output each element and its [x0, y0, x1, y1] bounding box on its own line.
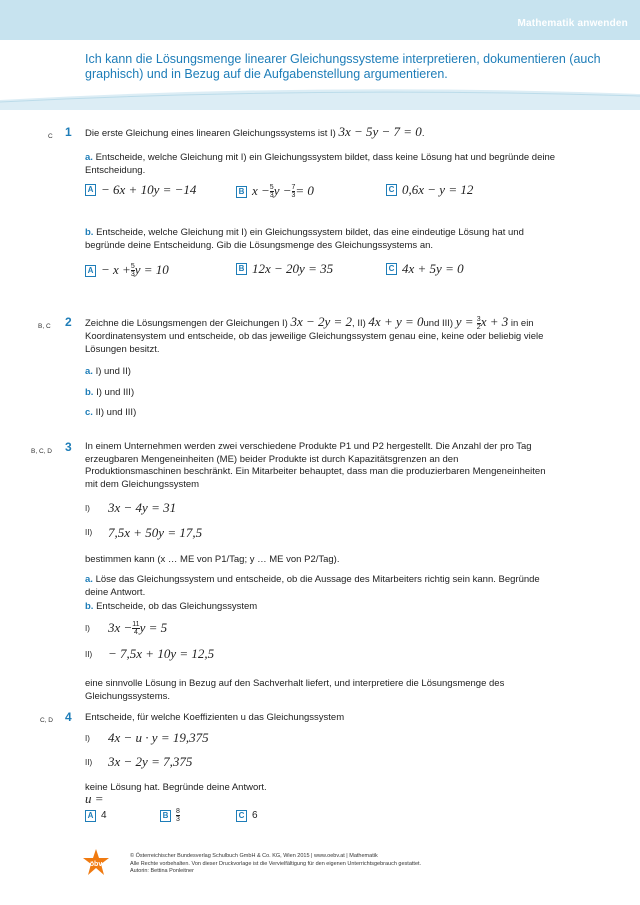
- option-A[interactable]: A 4: [85, 810, 107, 823]
- subtask-b: b. Entscheide, ob das Gleichungssystem: [85, 601, 258, 612]
- option-b-B[interactable]: B 12x − 20y = 35: [236, 263, 333, 276]
- checkbox-B[interactable]: B: [236, 263, 247, 275]
- equation: 4x − u · y = 19,375: [108, 730, 209, 745]
- option-B[interactable]: B $\frac{8}{3}$: [160, 808, 180, 823]
- task-number: 1: [65, 125, 72, 139]
- footer: [130, 853, 590, 876]
- checkbox-A[interactable]: A: [85, 265, 96, 277]
- header-swoosh: [0, 80, 640, 110]
- checkbox-C[interactable]: C: [386, 184, 397, 196]
- task-text: eine sinnvolle Lösung in Bezug auf den Sachverhalt liefert, und interpretiere die Lösungsmenge des Gleichungssystems.: [85, 678, 505, 702]
- header-band: [0, 0, 640, 40]
- task-text: keine Lösung hat. Begründe deine Antwort.: [85, 782, 267, 793]
- equation-label: II): [85, 650, 93, 659]
- subtask-a: a. I) und II): [85, 366, 131, 377]
- competency-label: B, C, D: [31, 448, 52, 455]
- task-intro: Entscheide, für welche Koeffizienten u das Gleichungssystem: [85, 712, 345, 723]
- subtask-b: b. Entscheide, welche Gleichung mit I) ein Gleichungssystem bildet, das eine eindeutige Lösung hat und begründe deine Entscheidung. Gib die Lösungsmenge des Gleichungssystems an.: [85, 227, 524, 251]
- equation: 3x − 2y = 7,375: [108, 754, 193, 769]
- checkbox-A[interactable]: A: [85, 810, 96, 822]
- competency-label: C, D: [40, 717, 53, 724]
- publisher-logo-icon: [82, 848, 110, 878]
- task-number: 2: [65, 315, 72, 329]
- task-intro: Die erste Gleichung eines linearen Gleichungssystems ist I) 3x − 5y − 7 = 0.: [85, 124, 425, 139]
- task-intro: In einem Unternehmen werden zwei verschiedene Produkte P1 und P2 hergestellt. Die Anzahl der pro Tag erzeugbaren Mengeneinheiten (ME) beider Produkte ist durch Kapazitätsgrenzen an den Produktionsmaschinen beschränkt. Ein Mitarbeiter behauptet, dass man die produzierbaren Mengeneinheiten mit dem Gleichungssystem: [85, 441, 546, 490]
- equation-label: I): [85, 504, 90, 513]
- task-number: 4: [65, 710, 72, 724]
- u-label: u =: [85, 791, 104, 806]
- option-b-C[interactable]: C 4x + 5y = 0: [386, 263, 464, 276]
- equation-label: I): [85, 624, 90, 633]
- footer-rights: Alle Rechte vorbehalten. Von dieser Druckvorlage ist die Vervielfältigung für den eigenen Unterrichtsgebrauch gestattet.: [130, 860, 422, 867]
- checkbox-B[interactable]: B: [160, 810, 171, 822]
- checkbox-C[interactable]: C: [236, 810, 247, 822]
- task-number: 3: [65, 440, 72, 454]
- equation: 3x − 4y = 31: [108, 500, 177, 515]
- subtask-a: a. Löse das Gleichungssystem und entscheide, ob die Aussage des Mitarbeiters richtig sein kann. Begründe deine Antwort.: [85, 574, 540, 598]
- footer-author: Autorin: Bettina Ponleitner: [130, 868, 194, 874]
- task-intro: Zeichne die Lösungsmengen der Gleichungen I) 3x − 2y = 2, II) 4x + y = 0und III) y = $\frac{3}{2}$ x + 3 in ein Koordinatensystem und entscheide, ob das jeweilige Gleichungssystem genau eine, keine oder beliebig viele Lösungen besitzt.: [85, 314, 544, 355]
- option-a-A[interactable]: A − 6x + 10y = −14: [85, 184, 196, 197]
- subtask-c: c. II) und III): [85, 407, 137, 418]
- logo-text: öbv: [89, 861, 103, 868]
- competency-label: C: [48, 133, 53, 140]
- equation-main: 3x − 5y − 7 = 0: [338, 124, 422, 139]
- equation: 3x − $\frac{11}{4}$ y = 5: [108, 620, 168, 636]
- section-label: Mathematik anwenden: [517, 18, 628, 29]
- subtask-b: b. I) und III): [85, 387, 135, 398]
- option-b-A[interactable]: A − x + $\frac{5}{3}$ y = 10: [85, 263, 169, 278]
- option-C[interactable]: C 6: [236, 810, 258, 823]
- equation-label: II): [85, 528, 93, 537]
- equation: 7,5x + 50y = 17,5: [108, 525, 203, 540]
- checkbox-A[interactable]: A: [85, 184, 96, 196]
- subtask-a: a. Entscheide, welche Gleichung mit I) ein Gleichungssystem bildet, dass keine Lösung hat und begründe deine Entscheidung.: [85, 152, 556, 176]
- learning-objective: Ich kann die Lösungsmenge linearer Gleichungssysteme interpretieren, dokumentieren (auch graphisch) und in Bezug auf die Aufgabenstellung argumentieren.: [85, 52, 601, 81]
- checkbox-B[interactable]: B: [236, 186, 247, 198]
- competency-label: B, C: [38, 323, 51, 330]
- equation-label: II): [85, 758, 93, 767]
- equation-label: I): [85, 734, 90, 743]
- footer-copyright: © Österreichischer Bundesverlag Schulbuch GmbH & Co. KG, Wien 2015 | www.oebv.at | Mathematik: [130, 853, 378, 859]
- checkbox-C[interactable]: C: [386, 263, 397, 275]
- task-text: bestimmen kann (x … ME von P1/Tag; y … ME von P2/Tag).: [85, 554, 340, 565]
- option-a-C[interactable]: C 0,6x − y = 12: [386, 184, 473, 197]
- equation: − 7,5x + 10y = 12,5: [108, 646, 215, 661]
- option-a-B[interactable]: B x − $\frac{5}{3}$ y − $\frac{7}{3}$ = 0: [236, 184, 314, 199]
